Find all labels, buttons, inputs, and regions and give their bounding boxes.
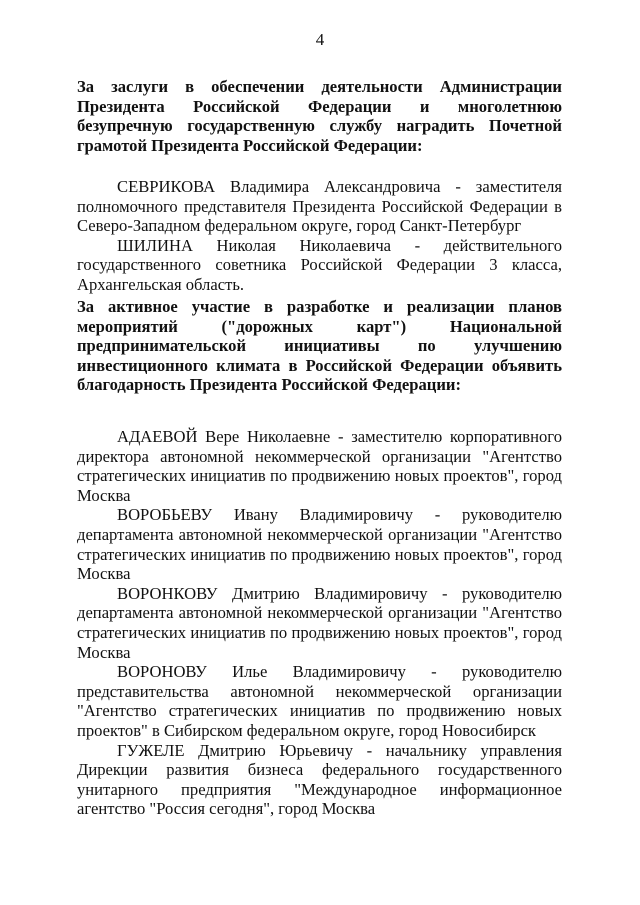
recipient-entry: ВОРОНОВУ Илье Владимировичу - руководителю представительства автономной некоммерческой организации "Агентство стратегических инициатив по продвижению новых проектов" в Сибирском федеральном округе, город Новосибирск [77,662,562,740]
recipient-entry: ВОРОНКОВУ Дмитрию Владимировичу - руководителю департамента автономной некоммерческой организации "Агентство стратегических инициатив по продвижению новых проектов", город Москва [77,583,562,662]
section-heading-award-certificate: За заслуги в обеспечении деятельности Администрации Президента Российской Федерации и многолетнюю безупречную государственную службу наградить Почетной грамотой Президента Российской Федерации: [77,77,562,155]
section-heading-gratitude: За активное участие в разработке и реализации планов мероприятий ("дорожных карт") Национальной предпринимательской инициативы по улучшению инвестиционного климата в Российской Федерации объявить благодарность Президента Российской Федерации: [77,297,562,395]
page-number: 4 [315,30,325,49]
recipient-entry: ВОРОБЬЕВУ Ивану Владимировичу - руководителю департамента автономной некоммерческой организации "Агентство стратегических инициатив по продвижению новых проектов", город Москва [77,505,562,584]
recipient-entry: СЕВРИКОВА Владимира Александровича - заместителя полномочного представителя Президента Российской Федерации в Северо-Западном федеральном округе, город Санкт-Петербург [77,177,562,236]
recipient-entry: ШИЛИНА Николая Николаевича - действительного государственного советника Российской Федерации 3 класса, Архангельская область. [77,235,562,294]
recipient-entry: АДАЕВОЙ Вере Николаевне - заместителю корпоративного директора автономной некоммерческой организации "Агентство стратегических инициатив по продвижению новых проектов", город Москва [77,427,562,505]
recipient-entry: ГУЖЕЛЕ Дмитрию Юрьевичу - начальнику управления Дирекции развития бизнеса федерального государственного унитарного предприятия "Международное информационное агентство "Россия сегодня", город Москва [77,740,562,819]
gratitude-recipients [77,427,562,819]
award-certificate-recipients [77,177,562,295]
